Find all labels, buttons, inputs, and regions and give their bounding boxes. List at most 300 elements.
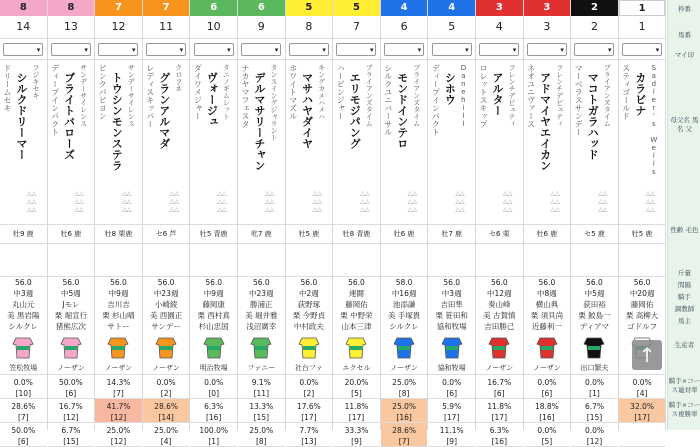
owner: サンデー [151,322,181,331]
breeder: 社台ファ [286,362,333,375]
jockey-course-top2-rate: 13.3% [15] [238,399,285,423]
mark-select-wrapper [190,39,237,60]
weight: 56.0 [443,278,461,287]
broodmare-sire: Sadler's Wells [649,64,658,176]
sex-age-color: 牡5 青鹿 [190,225,237,244]
jockey-course-top3-rate: 11.1% [9] [428,423,475,447]
jockey-course-win-rate: 0.0% [6] [524,375,571,399]
interval: 中20週 [629,289,655,298]
weight: 56.0 [300,278,318,287]
sire-name: ダイワメジャー [193,64,203,120]
marker-boxes: △△ △△ △△ [550,190,560,213]
mark-select-wrapper [143,39,190,60]
horse-column [571,0,619,446]
owner: 吉田勝己 [484,322,515,331]
name-block [238,60,285,225]
horse-number: 12 [95,16,142,39]
spacer [333,244,380,277]
sire-name: ピンクパピヨン [98,64,108,120]
spacer [286,244,333,277]
jockey-silk-icon [190,332,237,362]
name-block [190,60,237,225]
sex-age-color: セ5 鹿 [571,225,618,244]
marker-boxes: △△ △△ △△ [27,190,37,213]
trainer[interactable]: 栗 須貝尚 [530,311,564,320]
horse-column [428,0,476,446]
horse-number: 14 [0,16,47,39]
marker-boxes: △△ △△ △△ [455,190,465,213]
weight: 56.0 [110,278,127,287]
jockey-course-top2-rate: 17.6% [17] [286,399,333,423]
frame-number: 4 [428,0,475,16]
interval: 中9週 [203,289,224,298]
weight: 56.0 [157,278,175,287]
mark-select[interactable]: ▾ [289,43,329,56]
name-block [143,60,190,225]
frame-number: 6 [190,0,237,16]
breeder: エクセル [333,362,380,375]
jockey-course-top3-rate [619,423,666,447]
jockey-silk-icon [381,332,428,362]
jockey-course-top2-rate: 18.8% [16] [524,399,571,423]
marker-boxes: △△ △△ △△ [312,190,322,213]
jockey-course-top3-rate: 25.0% [4] [143,423,190,447]
name-block [95,60,142,225]
interval: 中23週 [249,289,274,298]
scroll-to-top-button[interactable]: ↑ [632,340,662,370]
horse-number: 13 [48,16,95,39]
sire-name: レディスキッパー [145,64,155,128]
mark-select[interactable]: ▾ [479,43,519,56]
broodmare-sire: フレンチデピュティ [555,64,564,127]
horse-name[interactable]: シルクドリーマー [15,72,28,160]
mark-select[interactable]: ▾ [622,43,662,56]
marker-boxes: △△ △△ △△ [407,190,418,213]
jockey-silk-icon [286,332,333,362]
horse-name[interactable]: アルター [491,72,504,116]
marker-boxes: △△ △△ △△ [74,190,84,213]
spacer [143,244,190,277]
row-label: 騎手×コース複勝率 [668,401,700,418]
row-label: 斤量 [678,269,691,277]
jockey[interactable]: 藤岡康 [202,300,225,309]
jockey-course-top3-rate: 25.0% [8] [238,423,285,447]
sex-age-color: 牡8 栗鹿 [95,225,142,244]
frame-number: 7 [95,0,142,16]
jockey-course-win-rate: 25.0% [8] [381,375,428,399]
broodmare-sire: ブライアンズタイム [603,64,612,127]
mark-select[interactable]: ▾ [241,43,281,56]
horse-name[interactable]: グランアルマダ [157,72,171,149]
trainer[interactable]: 栗 中野栄 [340,311,373,320]
sex-age-color: 牝7 鹿 [238,225,285,244]
marker-boxes: △△ △△ △△ [503,190,513,213]
jockey-course-win-rate: 9.1% [11] [238,375,285,399]
mark-select-wrapper [48,39,95,60]
breeder: ノーザン [143,362,190,375]
jockey-silk-icon [524,332,571,362]
name-block [428,60,475,225]
horse-name[interactable]: トウシンモンステラ [110,72,124,171]
interval: 中2週 [299,289,319,298]
interval: 中5週 [61,289,81,298]
name-block [381,60,428,225]
breeder: ノーザン [381,362,428,375]
broodmare-sire: フレンチデピュティ [508,64,516,127]
mark-select[interactable]: ▾ [51,43,91,56]
sex-age-color: 牡5 鹿 [286,225,333,244]
jockey[interactable]: 吉川吉 [107,300,130,309]
horse-column [476,0,524,446]
jockey-silk-icon [476,332,523,362]
spacer [524,244,571,277]
marker-boxes: △△ △△ △△ [645,190,656,213]
frame-number: 4 [381,0,428,16]
name-block [571,60,618,225]
weight: 56.0 [348,278,365,287]
owner: 山本三津 [341,322,372,331]
jockey-course-win-rate: 0.0% [10] [0,375,47,399]
breeder: ファニー [238,362,285,375]
sex-age-color: 牡6 鹿 [524,225,571,244]
horse-number: 3 [524,16,571,39]
jockey-course-win-rate: 0.0% [4] [619,375,666,399]
jockey-course-top3-rate: 0.0% [12] [571,423,618,447]
jockey-course-top2-rate: 11.8% [17] [333,399,380,423]
mark-select-wrapper [524,39,571,60]
weight: 56.0 [538,278,556,287]
breeder: ノーザン [524,362,571,375]
mark-select-wrapper [428,39,475,60]
jockey-course-win-rate: 20.0% [5] [333,375,380,399]
spacer [619,244,666,277]
sex-age-color: セ6 栗 [476,225,523,244]
sire-name: シルクユニバーサル [383,64,393,136]
jockey-course-top3-rate: 28.6% [7] [381,423,428,447]
row-label: 間隔 [678,281,691,289]
mark-select-wrapper [619,39,666,60]
trainer[interactable]: 栗 笹田和 [435,311,468,320]
horse-name[interactable]: ブライトバローズ [62,72,76,160]
sex-age-color: セ6 芦 [143,225,190,244]
jockey-silk-icon [0,332,47,362]
weight: 56.0 [62,278,80,287]
jockey-silk-icon [48,332,95,362]
jockey-course-win-rate: 50.0% [6] [48,375,95,399]
marker-boxes: △△ △△ △△ [122,190,132,213]
sex-age-color: 牡9 鹿 [0,225,47,244]
horse-name[interactable]: ヴォージュ [205,72,219,127]
sex-age-color: 牡5 鹿 [619,225,666,244]
horse-number: 11 [143,16,190,39]
mark-select[interactable]: ▾ [336,43,376,56]
sire-name: ハービンジャー [336,64,346,120]
breeder: 笠松牧場 [0,362,47,375]
horse-number: 1 [619,16,666,39]
horse-name[interactable]: デルマサリーチャン [253,72,266,171]
trainer[interactable]: 栗 今野貞 [292,311,326,320]
jockey-course-top3-rate: 33.3% [9] [333,423,380,447]
jockey-course-top2-rate: 28.6% [14] [143,399,190,423]
mark-select[interactable]: ▾ [574,43,614,56]
sire-name: マーベラスサンデー [574,64,584,136]
horse-number: 6 [381,16,428,39]
breeder: ノーザン [48,362,95,375]
jockey-course-top2-rate: 5.9% [17] [428,399,475,423]
weight: 56.0 [14,278,32,287]
row-label: 枠番 [678,5,691,13]
broodmare-sire: タンスイングジャラント [270,64,278,141]
owner: 浅沼廣幸 [246,322,277,331]
breeder: 明治牧場 [190,362,237,375]
jockey-silk-icon [571,332,618,362]
horse-name[interactable]: マコトガラハッド [586,72,600,160]
row-label: 騎手×コース連対率 [668,377,700,394]
interval: 中3週 [13,289,34,298]
horse-number: 7 [333,16,380,39]
trainer[interactable]: 美 西園正 [149,311,183,320]
spacer [238,244,285,277]
row-label: 馬番 [678,31,691,39]
spacer [571,244,618,277]
interval: 中3週 [441,289,462,298]
frame-number: 5 [333,0,380,16]
jockey-silk-icon [95,332,142,362]
interval: 中8週 [537,289,557,298]
owner: 杉山忠国 [198,322,229,331]
jockey-silk-icon [238,332,285,362]
owner: 近藤利一 [531,322,562,331]
jockey[interactable]: 横山典 [535,300,559,309]
owner: シルクレ [8,322,39,331]
mark-select[interactable]: ▾ [98,43,138,56]
mark-select-wrapper [571,39,618,60]
jockey-course-top3-rate: 7.7% [13] [286,423,333,447]
owner: 中村政夫 [293,322,324,331]
horse-column [286,0,334,446]
frame-number: 2 [571,0,618,16]
sire-name: ディープインパクト [431,64,441,136]
row-label: 母父名 馬名 父 [670,116,699,133]
horse-name[interactable]: エリモジパング [348,72,362,149]
interval: 中23週 [153,289,179,298]
row-label-sidebar [667,0,700,430]
name-block [48,60,95,225]
breeder: 協和牧場 [428,362,475,375]
horse-column [0,0,48,446]
spacer [428,244,475,277]
mark-select-wrapper [476,39,523,60]
spacer [48,244,95,277]
breeder: ノーザン [476,362,523,375]
trainer[interactable]: 美 古賀慎 [483,311,516,320]
jockey-silk-icon [143,332,190,362]
interval: 連闘 [348,289,364,298]
breeder: 出口繁夫 [571,362,618,375]
frame-number: 3 [476,0,523,16]
broodmare-sire: キングカメハメハ [317,64,326,120]
owner: 猪熊広次 [55,322,86,331]
marker-boxes: △△ △△ △△ [169,190,180,213]
mark-select[interactable]: ▾ [384,43,424,56]
frame-number: 3 [524,0,571,16]
trainer[interactable]: 栗 鮫島一 [578,311,611,320]
jockey[interactable]: 池添謙 [392,300,416,309]
horse-column [381,0,429,446]
interval: 中9週 [108,289,129,298]
broodmare-sire: フジキセキ [32,64,40,99]
horse-column [238,0,286,446]
owner: ゴドルフ [627,322,658,331]
sire-name: スティゴールド [621,64,631,120]
marker-boxes: △△ △△ △△ [265,190,275,213]
frame-number: 1 [619,0,666,16]
row-label: 騎手 [678,293,691,301]
horse-number: 2 [571,16,618,39]
jockey[interactable]: 吉田隼 [440,300,463,309]
mark-select-wrapper [238,39,285,60]
broodmare-sire: ブライアンズタイム [412,64,421,127]
horse-column [143,0,191,446]
mark-select-wrapper [286,39,333,60]
frame-number: 7 [143,0,190,16]
weight: 56.0 [205,278,223,287]
sex-age-color: 牡6 鹿 [48,225,95,244]
name-block [619,60,666,225]
jockey[interactable]: 奏山峰 [488,300,511,309]
horse-number: 5 [428,16,475,39]
jockey-course-win-rate: 14.3% [7] [95,375,142,399]
jockey[interactable]: 勝浦正 [250,300,273,309]
sire-name: ナカヤマフェスタ [241,64,250,128]
breeder: ノーザン [95,362,142,375]
trainer[interactable]: 栗 高柳大 [625,311,659,320]
mark-select[interactable]: ▾ [3,43,43,56]
jockey-course-win-rate: 16.7% [6] [476,375,523,399]
weight: 56.0 [252,278,270,287]
trainer[interactable]: 栗 杉山晴 [102,311,135,320]
horse-column [333,0,381,446]
horse-number: 4 [476,16,523,39]
owner: ディアマ [579,322,610,331]
marker-boxes: △△ △△ △△ [360,190,370,213]
frame-number: 5 [286,0,333,16]
jockey[interactable]: 荻田裕 [583,300,606,309]
horse-number: 9 [238,16,285,39]
owner: シルクレ [389,322,419,331]
mark-select[interactable]: ▾ [432,43,472,56]
jockey-course-top3-rate: 100.0% [1] [190,423,237,447]
horse-column [190,0,238,446]
sex-age-color: 牡7 鹿 [428,225,475,244]
jockey-course-top2-rate: 41.7% [12] [95,399,142,423]
jockey-course-win-rate: 0.0% [1] [571,375,618,399]
jockey-course-top2-rate: 25.0% [16] [381,399,428,423]
owner: サトー [107,322,130,331]
horse-column [524,0,572,446]
jockey-course-win-rate: 0.0% [2] [286,375,333,399]
jockey[interactable]: Jモレ [62,300,80,309]
mark-select[interactable]: ▾ [146,43,186,56]
jockey-course-win-rate: 0.0% [2] [143,375,190,399]
horse-number: 8 [286,16,333,39]
jockey[interactable]: 丸山元 [12,300,35,309]
horse-name[interactable]: アドマイヤエイカン [538,72,552,171]
jockey-course-top2-rate: 11.8% [17] [476,399,523,423]
jockey-course-top2-rate: 6.7% [15] [571,399,618,423]
trainer[interactable]: 栗 西村真 [197,311,230,320]
jockey-course-top2-rate: 6.3% [16] [190,399,237,423]
weight: 56.0 [586,278,603,287]
marker-boxes: △△ △△ △△ [598,190,608,213]
mark-select[interactable]: ▾ [527,43,567,56]
horse-name[interactable]: カラビナ [633,72,647,116]
jockey-course-top3-rate: 6.7% [15] [48,423,95,447]
broodmare-sire: タニノギムレット [222,64,231,120]
spacer [0,244,47,277]
jockey-course-top2-rate: 16.7% [12] [48,399,95,423]
jockey[interactable]: 藤岡佑 [345,300,368,309]
jockey[interactable]: 藤岡佑 [630,300,654,309]
marker-boxes: △△ △△ △△ [217,190,227,213]
jockey-course-top2-rate: 28.6% [7] [0,399,47,423]
broodmare-sire: サンデーサイレンス [127,64,136,127]
jockey-course-win-rate: 0.0% [0] [190,375,237,399]
weight: 56.0 [633,278,651,287]
sire-name: ホワイトマズル [288,64,298,120]
sire-name: ロレットスキップ [479,64,488,128]
interval: 中5週 [584,289,605,298]
horse-name[interactable]: シホウ [443,72,457,105]
horse-name[interactable]: マサハヤダイヤ [300,72,314,149]
row-label: 性齢 毛色 [670,226,699,234]
name-block [524,60,571,225]
jockey[interactable]: 荻野琢 [297,300,321,309]
horse-number: 10 [190,16,237,39]
horse-column [48,0,96,446]
frame-number: 8 [48,0,95,16]
horse-name[interactable]: モンドインテロ [395,72,409,149]
jockey-silk-icon [333,332,380,362]
jockey[interactable]: 小崎綾 [154,300,178,309]
frame-number: 8 [0,0,47,16]
weight: 58.0 [395,278,413,287]
broodmare-sire: クロフネ [174,64,183,92]
trainer[interactable]: 美 堀井雅 [245,311,278,320]
mark-select[interactable]: ▾ [194,43,234,56]
jockey-course-top3-rate: 6.3% [16] [476,423,523,447]
trainer[interactable]: 栗 堀宣行 [54,311,88,320]
interval: 中12週 [487,289,512,298]
jockey-course-top3-rate: 25.0% [12] [95,423,142,447]
trainer[interactable]: 美 黒岩陽 [7,311,40,320]
name-block [476,60,523,225]
row-label: 馬主 [678,317,691,325]
frame-number: 6 [238,0,285,16]
row-label: マイ印 [674,51,695,59]
name-block [286,60,333,225]
sire-name: ドリームセキ [3,64,12,112]
broodmare-sire: Danehill [459,64,468,128]
interval: 中16週 [391,289,417,298]
trainer[interactable]: 美 手塚貴 [387,311,421,320]
spacer [190,244,237,277]
horse-column [95,0,143,446]
sire-name: ネオユニヴァース [526,64,536,128]
sire-name: ディープインパクト [50,64,60,136]
mark-select-wrapper [381,39,428,60]
weight: 56.0 [490,278,508,287]
